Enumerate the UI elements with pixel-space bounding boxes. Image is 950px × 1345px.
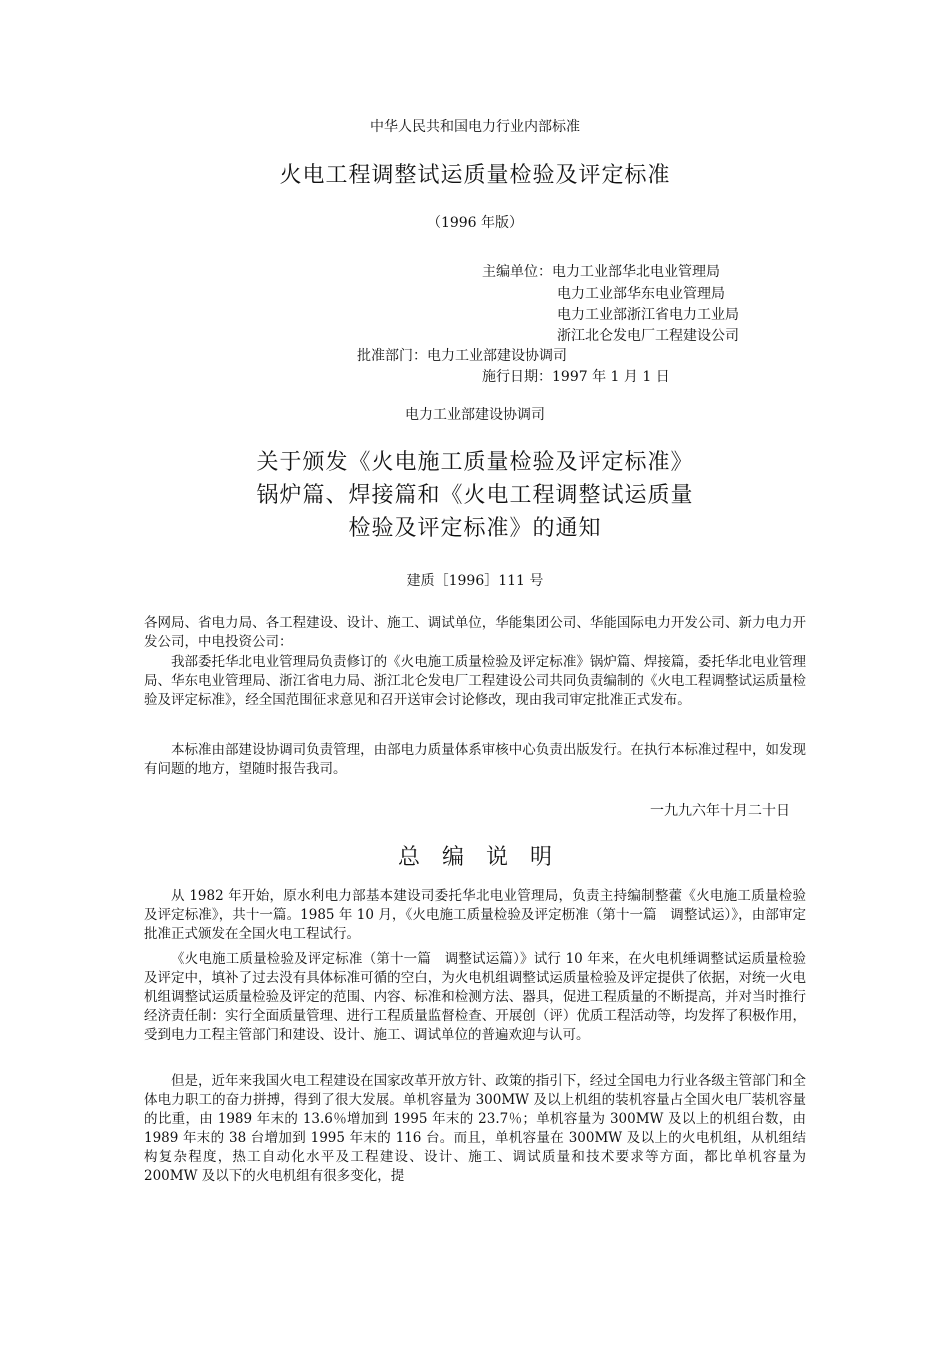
notice-paragraph: 本标准由部建设协调司负责管理，由部电力质量体系审核中心负责出版发行。在执行本标准过程中，如发现有问题的地方，望随时报告我司。 [144,742,806,777]
notice-issuer: 电力工业部建设协调司 [405,407,545,423]
editor-unit-2: 电力工业部华东电业管理局 [557,286,725,302]
main-title: 火电工程调整试运质量检验及评定标准 [279,163,671,188]
notice-title-line: 检验及评定标准》的通知 [348,516,602,541]
notice-paragraph: 我部委托华北电业管理局负责修订的《火电施工质量检验及评定标准》锅炉篇、焊接篇，委托华北电业管理局、华东电业管理局、浙江省电力局、浙江北仑发电厂工程建设公司共同负责编制的《火电工程调整试运质量检验及评定标准》，经全国范围征求意见和召开送审会讨论修改，现由我司审定批准正式发布。 [144,654,806,708]
notice-date: 一九九六年十月二十日 [650,803,790,819]
notice-title-line: 关于颁发《火电施工质量检验及评定标准》 [256,450,694,475]
document-number: 建质［1996］111 号 [406,573,544,589]
editor-unit-3: 电力工业部浙江省电力工业局 [557,307,739,323]
notice-title-line: 锅炉篇、焊接篇和《火电工程调整试运质量 [256,483,694,508]
notice-recipients: 各网局、省电力局、各工程建设、设计、施工、调试单位，华能集团公司、华能国际电力开发公司、新力电力开发公司，中电投资公司： [144,615,806,650]
editor-unit-1: 主编单位：电力工业部华北电业管理局 [482,264,720,280]
body-paragraph: 但是，近年来我国火电工程建设在国家改革开放方针、政策的指引下，经过全国电力行业各级主管部门和全体电力职工的奋力拼搏，得到了很大发展。单机容量为 300MW 及以上机组的装机容量占全国火电厂装机容量的比重，由 1989 年末的 13.6％增加到 1995 年末的 23.7％；单机容量为 300MW 及以上的机组台数，由 1989 年末的 38 台增加到 1995 年末的 116 台。而且，单机容量在 300MW 及以上的火电机组，从机组结构复杂程度，热工自动化水平及工程建设、设计、施工、调试质量和技术要求等方面，都比单机容量为 200MW 及以下的火电机组有很多变化，提 [144,1073,806,1184]
approval-dept: 批准部门：电力工业部建设协调司 [357,348,567,364]
body-paragraph: 从 1982 年开始，原水利电力部基本建设司委托华北电业管理局，负责主持编制整藿《火电施工质量检验及评定标准》，共十一篇。1985 年 10 月，《火电施工质量检验及评定枥准（第十一篇 调整试运）》，由部审定批准正式颁发在全国火电工程试行。 [144,888,806,942]
effective-date: 施行日期：1997 年 1 月 1 日 [482,369,670,385]
standard-org: 中华人民共和国电力行业内部标准 [370,119,580,135]
editor-unit-4: 浙江北仑发电厂工程建设公司 [557,328,739,344]
notice-title [0,446,950,545]
body-paragraph: 《火电施工质量检验及评定标准（第十一篇 调整试运篇）》试行 10 年来，在火电机缍调整试运质量检验及评定中，填补了过去没有具体标准可循的空白，为火电机组调整试运质量检验及评定提供了依据，对统一火电机组调整试运质量检验及评定的范围、内容、标准和检测方法、器具，促进工程质量的不断提高，并对当时推行经济责任制：实行全面质量管理、进行工程质量监督检查、开展创（评）优质工程活动等，均发挥了积极作用，受到电力工程主管部门和建设、设计、施工、调试单位的普遍欢迎与认可。 [144,951,806,1043]
section-title: 总编说明 [397,845,574,870]
edition: （1996 年版） [426,215,524,231]
